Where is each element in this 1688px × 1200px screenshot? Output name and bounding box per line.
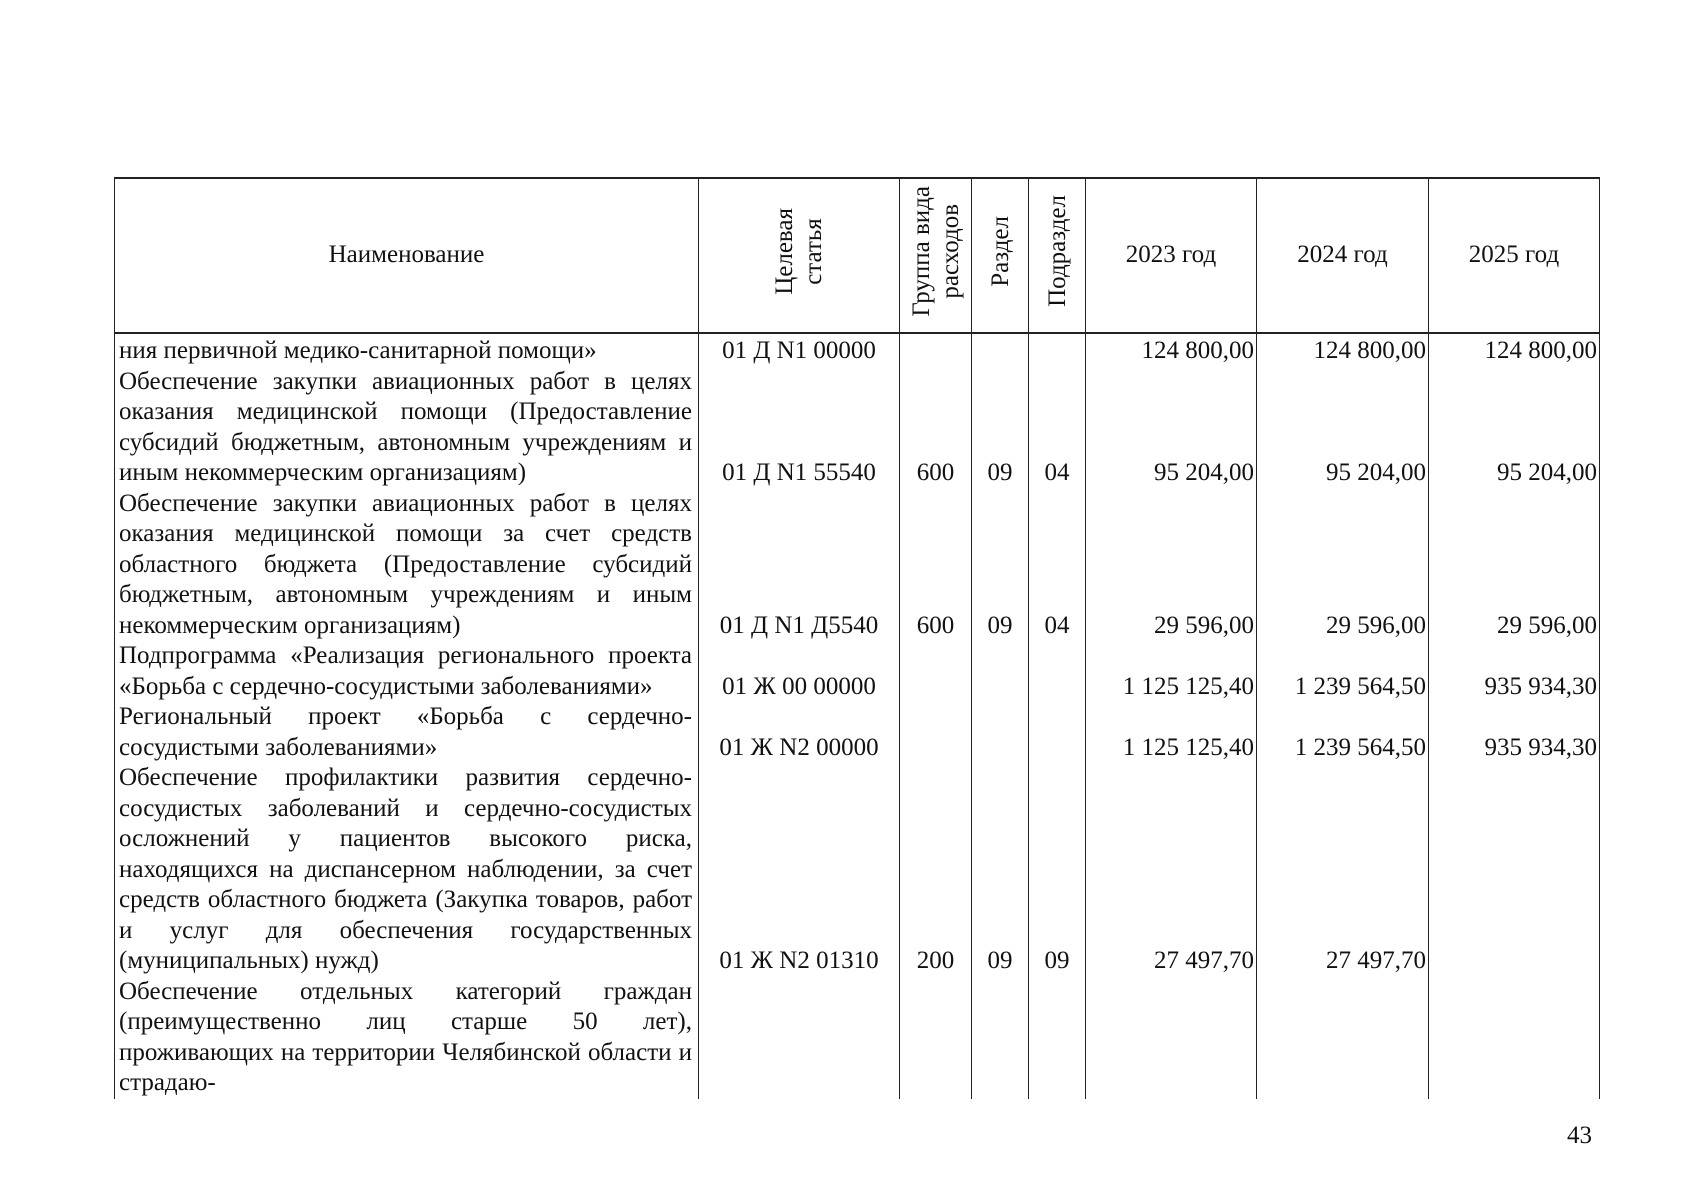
cell-target-article: 01 Ж 00 00000 xyxy=(699,641,900,702)
table-header-row xyxy=(115,178,1600,333)
header-target-article-label: Целевая статья xyxy=(771,207,827,295)
header-2025: 2025 год xyxy=(1429,178,1600,333)
cell-2024: 95 204,00 xyxy=(1257,367,1429,489)
cell-section xyxy=(972,333,1029,367)
cell-target-article: 01 Д N1 00000 xyxy=(699,333,900,367)
cell-name: Региональный проект «Борьба с сердечно-сосудистыми заболеваниями» xyxy=(115,702,699,763)
cell-subsection: 04 xyxy=(1029,367,1086,489)
cell-name: Подпрограмма «Реализация регионального проекта «Борьба с сердечно-сосудистыми заболеваниями» xyxy=(115,641,699,702)
cell-2025: 935 934,30 xyxy=(1429,702,1600,763)
header-section xyxy=(972,178,1029,333)
header-name: Наименование xyxy=(115,178,699,333)
cell-2024 xyxy=(1257,977,1429,1099)
header-2023: 2023 год xyxy=(1086,178,1257,333)
cell-name: Обеспечение отдельных категорий граждан (преимущественно лиц старше 50 лет), проживающих на территории Челябинской области и страдаю- xyxy=(115,977,699,1099)
cell-2023: 27 497,70 xyxy=(1086,763,1257,977)
cell-section xyxy=(972,977,1029,1099)
header-expense-group xyxy=(900,178,972,333)
cell-2024: 1 239 564,50 xyxy=(1257,702,1429,763)
cell-subsection xyxy=(1029,333,1086,367)
cell-2023: 1 125 125,40 xyxy=(1086,702,1257,763)
cell-section: 09 xyxy=(972,489,1029,642)
cell-expense-group xyxy=(900,333,972,367)
cell-2023: 95 204,00 xyxy=(1086,367,1257,489)
cell-2024: 27 497,70 xyxy=(1257,763,1429,977)
cell-expense-group xyxy=(900,702,972,763)
cell-section: 09 xyxy=(972,367,1029,489)
cell-2023: 29 596,00 xyxy=(1086,489,1257,642)
cell-2025: 29 596,00 xyxy=(1429,489,1600,642)
cell-subsection: 09 xyxy=(1029,763,1086,977)
table-row xyxy=(115,763,1600,977)
table-row xyxy=(115,702,1600,763)
cell-subsection xyxy=(1029,641,1086,702)
cell-name: Обеспечение закупки авиационных работ в целях оказания медицинской помощи (Предоставление субсидий бюджетным, автономным учреждениям и иным некоммерческим организациям) xyxy=(115,367,699,489)
cell-expense-group xyxy=(900,977,972,1099)
cell-2023 xyxy=(1086,977,1257,1099)
cell-2025: 124 800,00 xyxy=(1429,333,1600,367)
cell-expense-group xyxy=(900,641,972,702)
table-row xyxy=(115,489,1600,642)
cell-expense-group: 200 xyxy=(900,763,972,977)
header-subsection xyxy=(1029,178,1086,333)
cell-2025: 95 204,00 xyxy=(1429,367,1600,489)
cell-2024: 29 596,00 xyxy=(1257,489,1429,642)
header-2024: 2024 год xyxy=(1257,178,1429,333)
table-row xyxy=(115,977,1600,1099)
cell-target-article: 01 Д N1 Д5540 xyxy=(699,489,900,642)
budget-table xyxy=(114,177,1600,1099)
cell-2025 xyxy=(1429,763,1600,977)
cell-name: Обеспечение профилактики развития сердечно-сосудистых заболеваний и сердечно-сосудистых осложнений у пациентов высокого риска, находящихся на диспансерном наблюдении, за счет средств областного бюджета (Закупка товаров, работ и услуг для обеспечения государственных (муниципальных) нужд) xyxy=(115,763,699,977)
cell-target-article: 01 Д N1 55540 xyxy=(699,367,900,489)
table-row xyxy=(115,641,1600,702)
cell-subsection xyxy=(1029,702,1086,763)
cell-section: 09 xyxy=(972,763,1029,977)
cell-section xyxy=(972,702,1029,763)
cell-2024: 124 800,00 xyxy=(1257,333,1429,367)
cell-2023: 124 800,00 xyxy=(1086,333,1257,367)
header-expense-group-label: Группа вида расходов xyxy=(907,185,964,317)
cell-expense-group: 600 xyxy=(900,367,972,489)
cell-section xyxy=(972,641,1029,702)
header-section-label: Раздел xyxy=(986,215,1014,287)
cell-name: Обеспечение закупки авиационных работ в целях оказания медицинской помощи за счет средств областного бюджета (Предоставление субсидий бюджетным, автономным учреждениям и иным некоммерческим организациям) xyxy=(115,489,699,642)
cell-2025 xyxy=(1429,977,1600,1099)
cell-target-article xyxy=(699,977,900,1099)
cell-expense-group: 600 xyxy=(900,489,972,642)
table-body xyxy=(115,333,1600,1099)
cell-2024: 1 239 564,50 xyxy=(1257,641,1429,702)
cell-target-article: 01 Ж N2 00000 xyxy=(699,702,900,763)
header-target-article xyxy=(699,178,900,333)
cell-name: ния первичной медико-санитарной помощи» xyxy=(115,333,699,367)
table-row xyxy=(115,367,1600,489)
cell-subsection xyxy=(1029,977,1086,1099)
cell-2025: 935 934,30 xyxy=(1429,641,1600,702)
cell-subsection: 04 xyxy=(1029,489,1086,642)
table-row xyxy=(115,333,1600,367)
cell-target-article: 01 Ж N2 01310 xyxy=(699,763,900,977)
cell-2023: 1 125 125,40 xyxy=(1086,641,1257,702)
page-number: 43 xyxy=(1567,1122,1592,1149)
header-subsection-label: Подраздел xyxy=(1043,195,1071,308)
